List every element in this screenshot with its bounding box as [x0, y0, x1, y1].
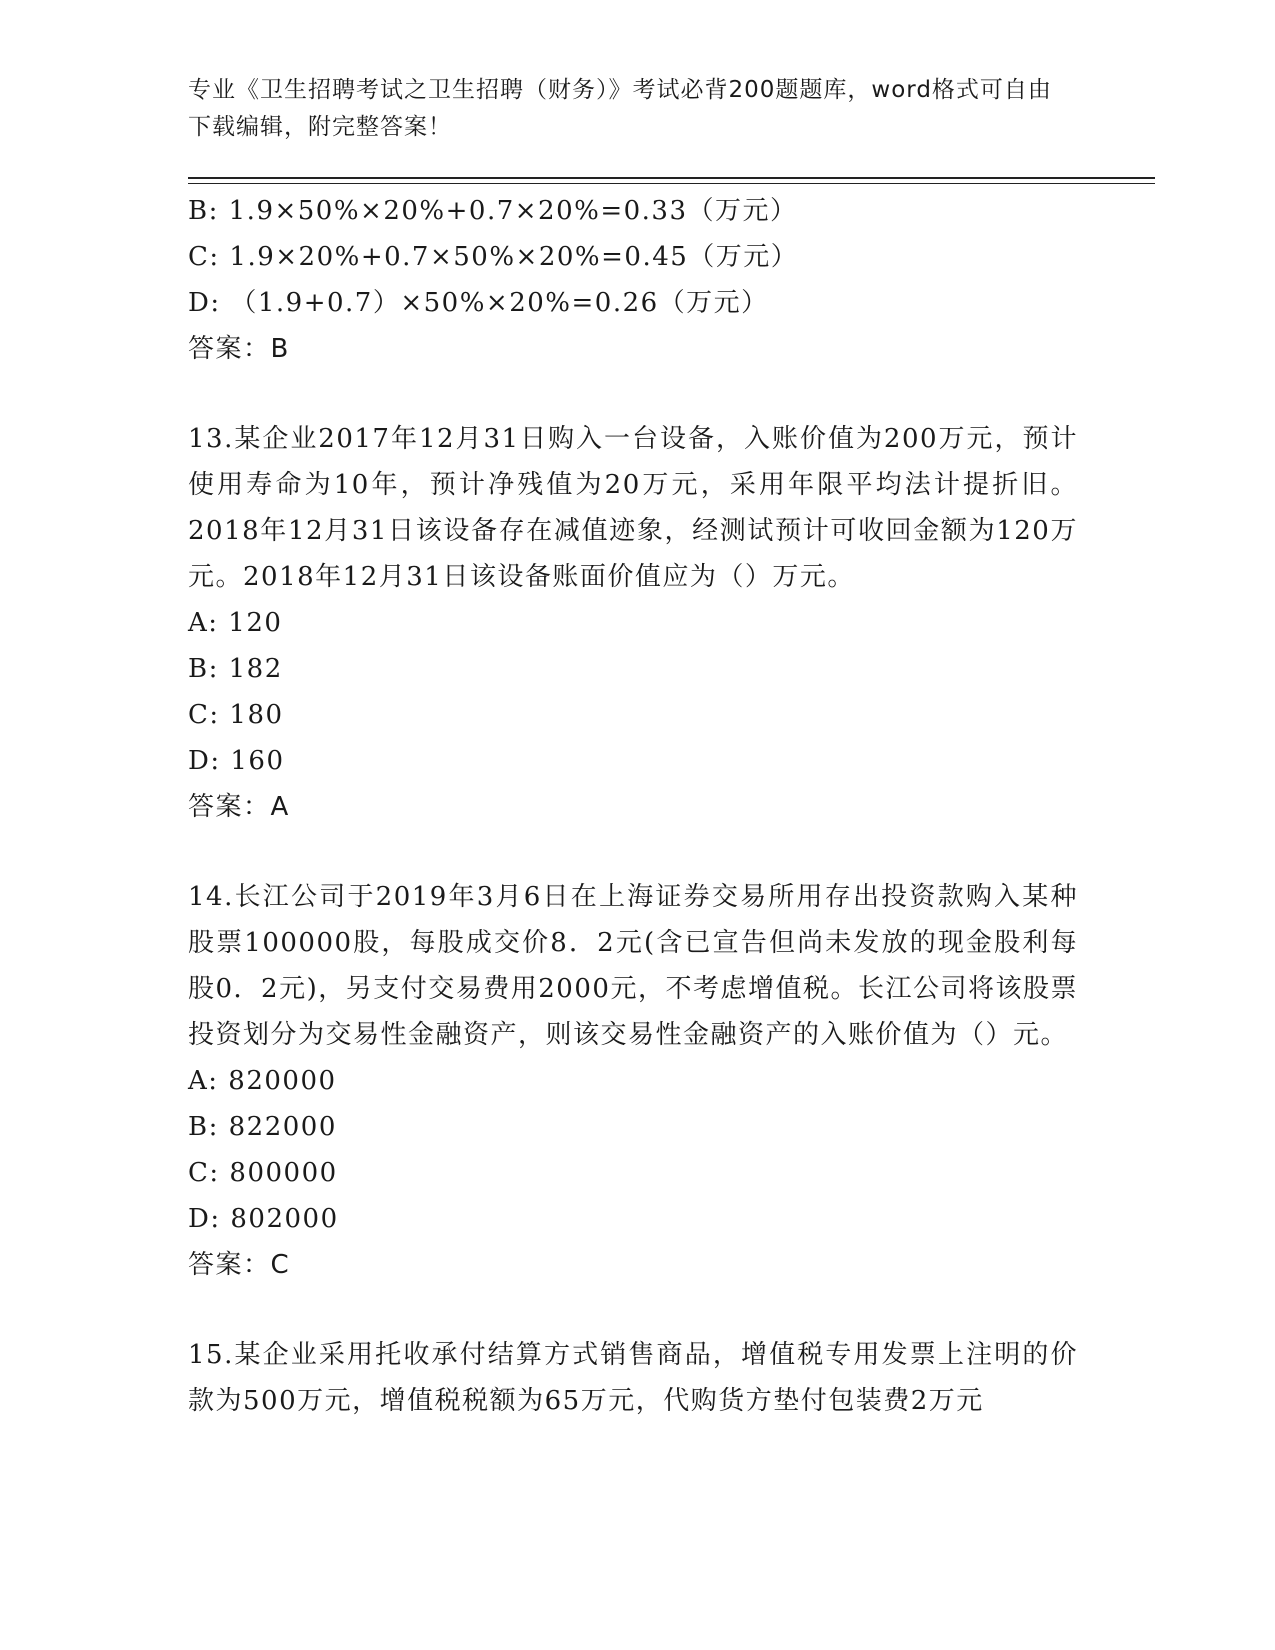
page-header: 专业《卫生招聘考试之卫生招聘（财务）》考试必背200题题库，word格式可自由下载编辑，附完整答案！	[188, 77, 1052, 140]
header-divider	[188, 177, 1155, 179]
spacer	[188, 1288, 1078, 1332]
spacer	[188, 372, 1078, 416]
spacer	[188, 830, 1078, 874]
question-block-12	[188, 188, 1078, 372]
option-c: C: 800000	[188, 1158, 338, 1188]
option-c: C: 180	[188, 700, 284, 730]
header-divider-thin	[188, 183, 1155, 184]
question-list	[188, 188, 1078, 1424]
option-d: D: 160	[188, 746, 285, 776]
answer-label: 答案：B	[188, 334, 290, 364]
question-stem: 14.长江公司于2019年3月6日在上海证券交易所用存出投资款购入某种股票100000股，每股成交价8．2元(含已宣告但尚未发放的现金股利每股0．2元)，另支付交易费用2000元，不考虑增值税。长江公司将该股票投资划分为交易性金融资产，则该交易性金融资产的入账价值为（）元。	[188, 882, 1078, 1050]
option-a: A: 820000	[188, 1066, 337, 1096]
option-c: C: 1.9×20%+0.7×50%×20%=0.45（万元）	[188, 242, 799, 272]
answer-label: 答案：C	[188, 1250, 291, 1280]
option-a: A: 120	[188, 608, 283, 638]
answer-label: 答案：A	[188, 792, 290, 822]
option-b: B: 822000	[188, 1112, 337, 1142]
option-d: D: 802000	[188, 1204, 339, 1234]
question-stem: 15.某企业采用托收承付结算方式销售商品，增值税专用发票上注明的价款为500万元，增值税税额为65万元，代购货方垫付包装费2万元	[188, 1340, 1078, 1416]
question-stem: 13.某企业2017年12月31日购入一台设备，入账价值为200万元，预计使用寿命为10年，预计净残值为20万元，采用年限平均法计提折旧。2018年12月31日该设备存在减值迹象，经测试预计可收回金额为120万元。2018年12月31日该设备账面价值应为（）万元。	[188, 424, 1078, 592]
option-b: B: 182	[188, 654, 283, 684]
question-block-15	[188, 1332, 1078, 1424]
option-b: B: 1.9×50%×20%+0.7×20%=0.33（万元）	[188, 196, 798, 226]
question-block-14	[188, 874, 1078, 1288]
option-d: D: （1.9+0.7）×50%×20%=0.26（万元）	[188, 288, 769, 318]
question-block-13	[188, 416, 1078, 830]
